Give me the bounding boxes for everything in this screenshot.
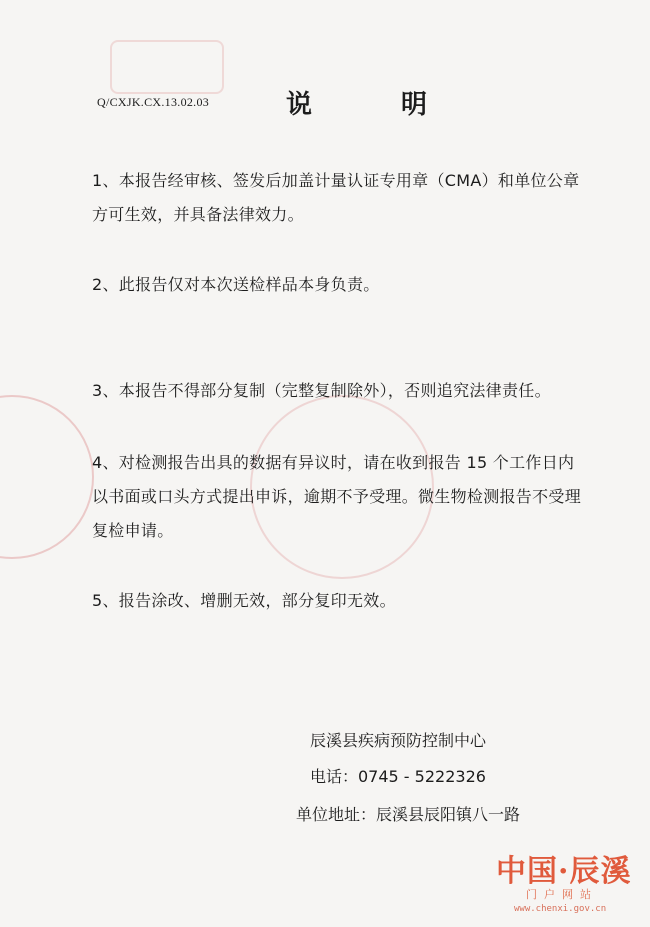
faint-stamp-mark [110, 40, 224, 94]
watermark-url: www.chenxi.gov.cn [514, 904, 607, 914]
watermark-sub-text: 门户网站 [526, 888, 598, 901]
watermark-main-text: 中国·辰溪 [496, 854, 632, 889]
document-code: Q/CXJK.CX.13.02.03 [97, 95, 210, 109]
paragraph-5: 5、报告涂改、增删无效，部分复印无效。 [92, 591, 396, 610]
paragraph-1: 1、本报告经审核、签发后加盖计量认证专用章（CMA）和单位公章方可生效，并具备法律效力。 [92, 171, 580, 224]
paragraph-2: 2、此报告仅对本次送检样品本身负责。 [92, 275, 380, 294]
site-watermark-logo [496, 846, 646, 921]
paragraph-3: 3、本报告不得部分复制（完整复制除外），否则追究法律责任。 [92, 381, 551, 400]
footer-address: 单位地址：辰溪县辰阳镇八一路 [296, 805, 521, 824]
paragraph-4: 4、对检测报告出具的数据有异议时，请在收到报告 15 个工作日内以书面或口头方式提出申诉，逾期不予受理。微生物检测报告不受理复检申请。 [92, 453, 582, 540]
footer-phone: 电话：0745 - 5222326 [310, 767, 486, 786]
faint-seal-left [0, 395, 94, 559]
footer-organization: 辰溪县疾病预防控制中心 [310, 731, 487, 750]
page-title: 说 明 [286, 90, 468, 120]
